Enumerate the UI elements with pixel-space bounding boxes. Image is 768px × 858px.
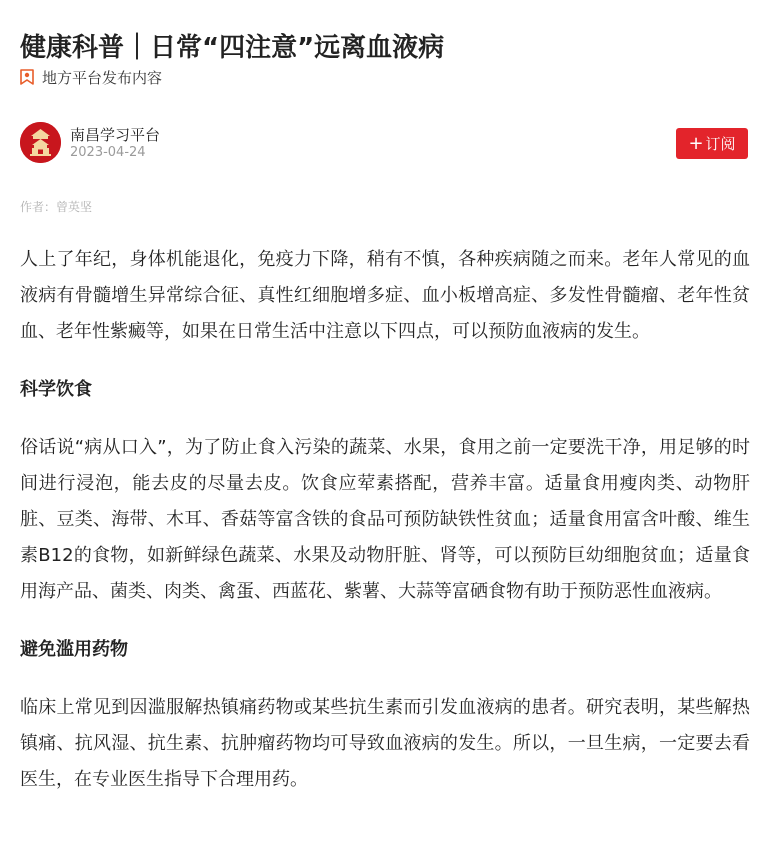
pavilion-logo-icon — [20, 122, 61, 163]
subscribe-label: 订阅 — [705, 135, 736, 153]
source-label: 地方平台发布内容 — [42, 68, 163, 87]
article-body — [20, 242, 750, 798]
author-row — [20, 122, 748, 166]
diet-paragraph: 俗话说“病从口入”，为了防止食入污染的蔬菜、水果，食用之前一定要洗干净，用足够的时间进行浸泡，能去皮的尽量去皮。饮食应荤素搭配，营养丰富。适量食用瘦肉类、动物肝脏、豆类、海带、木耳、香菇等富含铁的食品可预防缺铁性贫血；适量食用富含叶酸、维生素B12的食物，如新鲜绿色蔬菜、水果及动物肝脏、肾等，可以预防巨幼细胞贫血；适量食用海产品、菌类、肉类、禽蛋、西蓝花、紫薯、大蒜等富硒食物有助于预防恶性血液病。 — [20, 437, 750, 602]
article-title: 健康科普｜日常“四注意”远离血液病 — [20, 33, 445, 64]
avatar[interactable] — [20, 122, 61, 163]
badge-icon — [20, 69, 34, 85]
publish-date: 2023-04-24 — [70, 145, 146, 160]
medication-paragraph: 临床上常见到因滥服解热镇痛药物或某些抗生素而引发血液病的患者。研究表明，某些解热镇痛、抗风湿、抗生素、抗肿瘤药物均可导致血液病的发生。所以，一旦生病，一定要去看医生，在专业医生指导下合理用药。 — [20, 697, 750, 790]
author-name[interactable]: 南昌学习平台 — [70, 126, 161, 144]
intro-paragraph: 人上了年纪，身体机能退化，免疫力下降，稍有不慎，各种疾病随之而来。老年人常见的血液病有骨髓增生异常综合征、真性红细胞增多症、血小板增高症、多发性骨髓瘤、老年性贫血、老年性紫癜等，如果在日常生活中注意以下四点，可以预防血液病的发生。 — [20, 249, 750, 342]
subscribe-button[interactable] — [676, 128, 748, 159]
author-byline: 作者：曾英坚 — [20, 200, 93, 214]
section-heading-diet: 科学饮食 — [20, 379, 92, 400]
section-heading-medication: 避免滥用药物 — [20, 639, 128, 660]
source-row — [20, 66, 162, 88]
plus-icon: + — [688, 132, 704, 154]
